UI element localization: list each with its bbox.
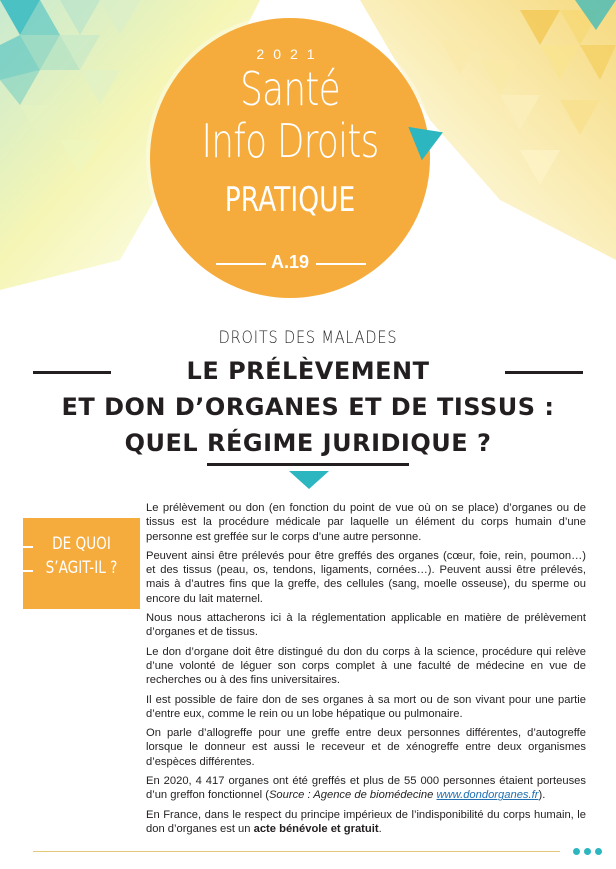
principle-emphasis: acte bénévole et gratuit — [253, 822, 379, 835]
box-tick-2 — [23, 570, 33, 572]
title-line-1: LE PRÉLÈVEMENT — [186, 357, 430, 385]
what-is-it-box — [23, 518, 140, 609]
title-line-3: QUEL RÉGIME JURIDIQUE ? — [124, 429, 492, 457]
statistics-end: ). — [538, 789, 546, 802]
paragraph-organs: Peuvent ainsi être prélevés pour être greffés des organes (cœur, foie, rein, poumon…) et des tissus (peau, os, tendons, ligaments, cornées…). Peuvent aussi être prélevés, mais à d’autres fins que la greffe, des cellules (sang, moelle osseuse), du sperme ou encore du lait maternel. — [146, 549, 586, 605]
source-label: Source : Agence de biomédecine — [268, 789, 437, 802]
section-label: DROITS DES MALADES — [218, 328, 398, 348]
footer-rule — [33, 851, 560, 852]
footer-dot-icon — [573, 848, 580, 855]
publication-year: 2021 — [256, 46, 324, 62]
principle-end: . — [378, 822, 382, 835]
principle-text: En France, dans le respect du principe impérieux de l’indisponibilité du corps humain, le don d’organes est un — [146, 808, 586, 835]
title-circle — [150, 18, 430, 298]
title-line-2: ET DON D’ORGANES ET DE TISSUS : — [61, 393, 555, 421]
footer-dot-icon — [584, 848, 591, 855]
what-is-it-line-2: S’AGIT-IL ? — [45, 558, 118, 578]
brand-line-2: Info Droits — [201, 114, 379, 168]
paragraph-principle — [146, 808, 586, 837]
paragraph-scope: Nous nous attacherons ici à la réglementation applicable en matière de prélèvement d’organes et de tissus. — [146, 612, 586, 639]
footer-dot-icon — [595, 848, 602, 855]
dondorganes-link[interactable]: www.dondorganes.fr — [436, 789, 539, 802]
reference-rule-right — [316, 263, 366, 265]
box-tick-1 — [23, 546, 33, 548]
paragraph-living-donation: Il est possible de faire don de ses organes à sa mort ou de son vivant pour une partie d’entre eux, comme le rein ou un lobe hépatique ou pulmonaire. — [146, 693, 586, 720]
brand-line-3: PRATIQUE — [224, 180, 356, 220]
paragraph-statistics — [146, 774, 586, 803]
reference-code: A.19 — [270, 252, 310, 272]
body-text — [146, 501, 586, 841]
title-rule-right — [505, 371, 583, 374]
paragraph-graft-types: On parle d’allogreffe pour une greffe entre deux personnes différentes, d’autogreffe lorsque le donneur est aussi le receveur et de xénogreffe entre deux organismes d’espèces différentes. — [146, 727, 586, 768]
paragraph-definition: Le prélèvement ou don (en fonction du point de vue où on se place) d’organes ou de tissus est la procédure médicale par laquelle un élément du corps humain d’une personne est greffée sur le corps d’une autre personne. — [146, 502, 586, 543]
statistics-text: En 2020, 4 417 organes ont été greffés et plus de 55 000 personnes étaient porteuses d’un greffon fonctionnel ( — [146, 775, 586, 802]
title-rule-bottom — [207, 463, 409, 466]
brand-line-1: Santé — [240, 62, 340, 116]
paragraph-body-donation: Le don d’organe doit être distingué du don du corps à la science, procédure qui relève d’une volonté de léguer son corps complet à une faculté de médecine en vue de recherches ou à des fins universitaires. — [146, 645, 586, 687]
down-arrow-icon — [289, 471, 329, 489]
what-is-it-line-1: DE QUOI — [52, 534, 111, 554]
